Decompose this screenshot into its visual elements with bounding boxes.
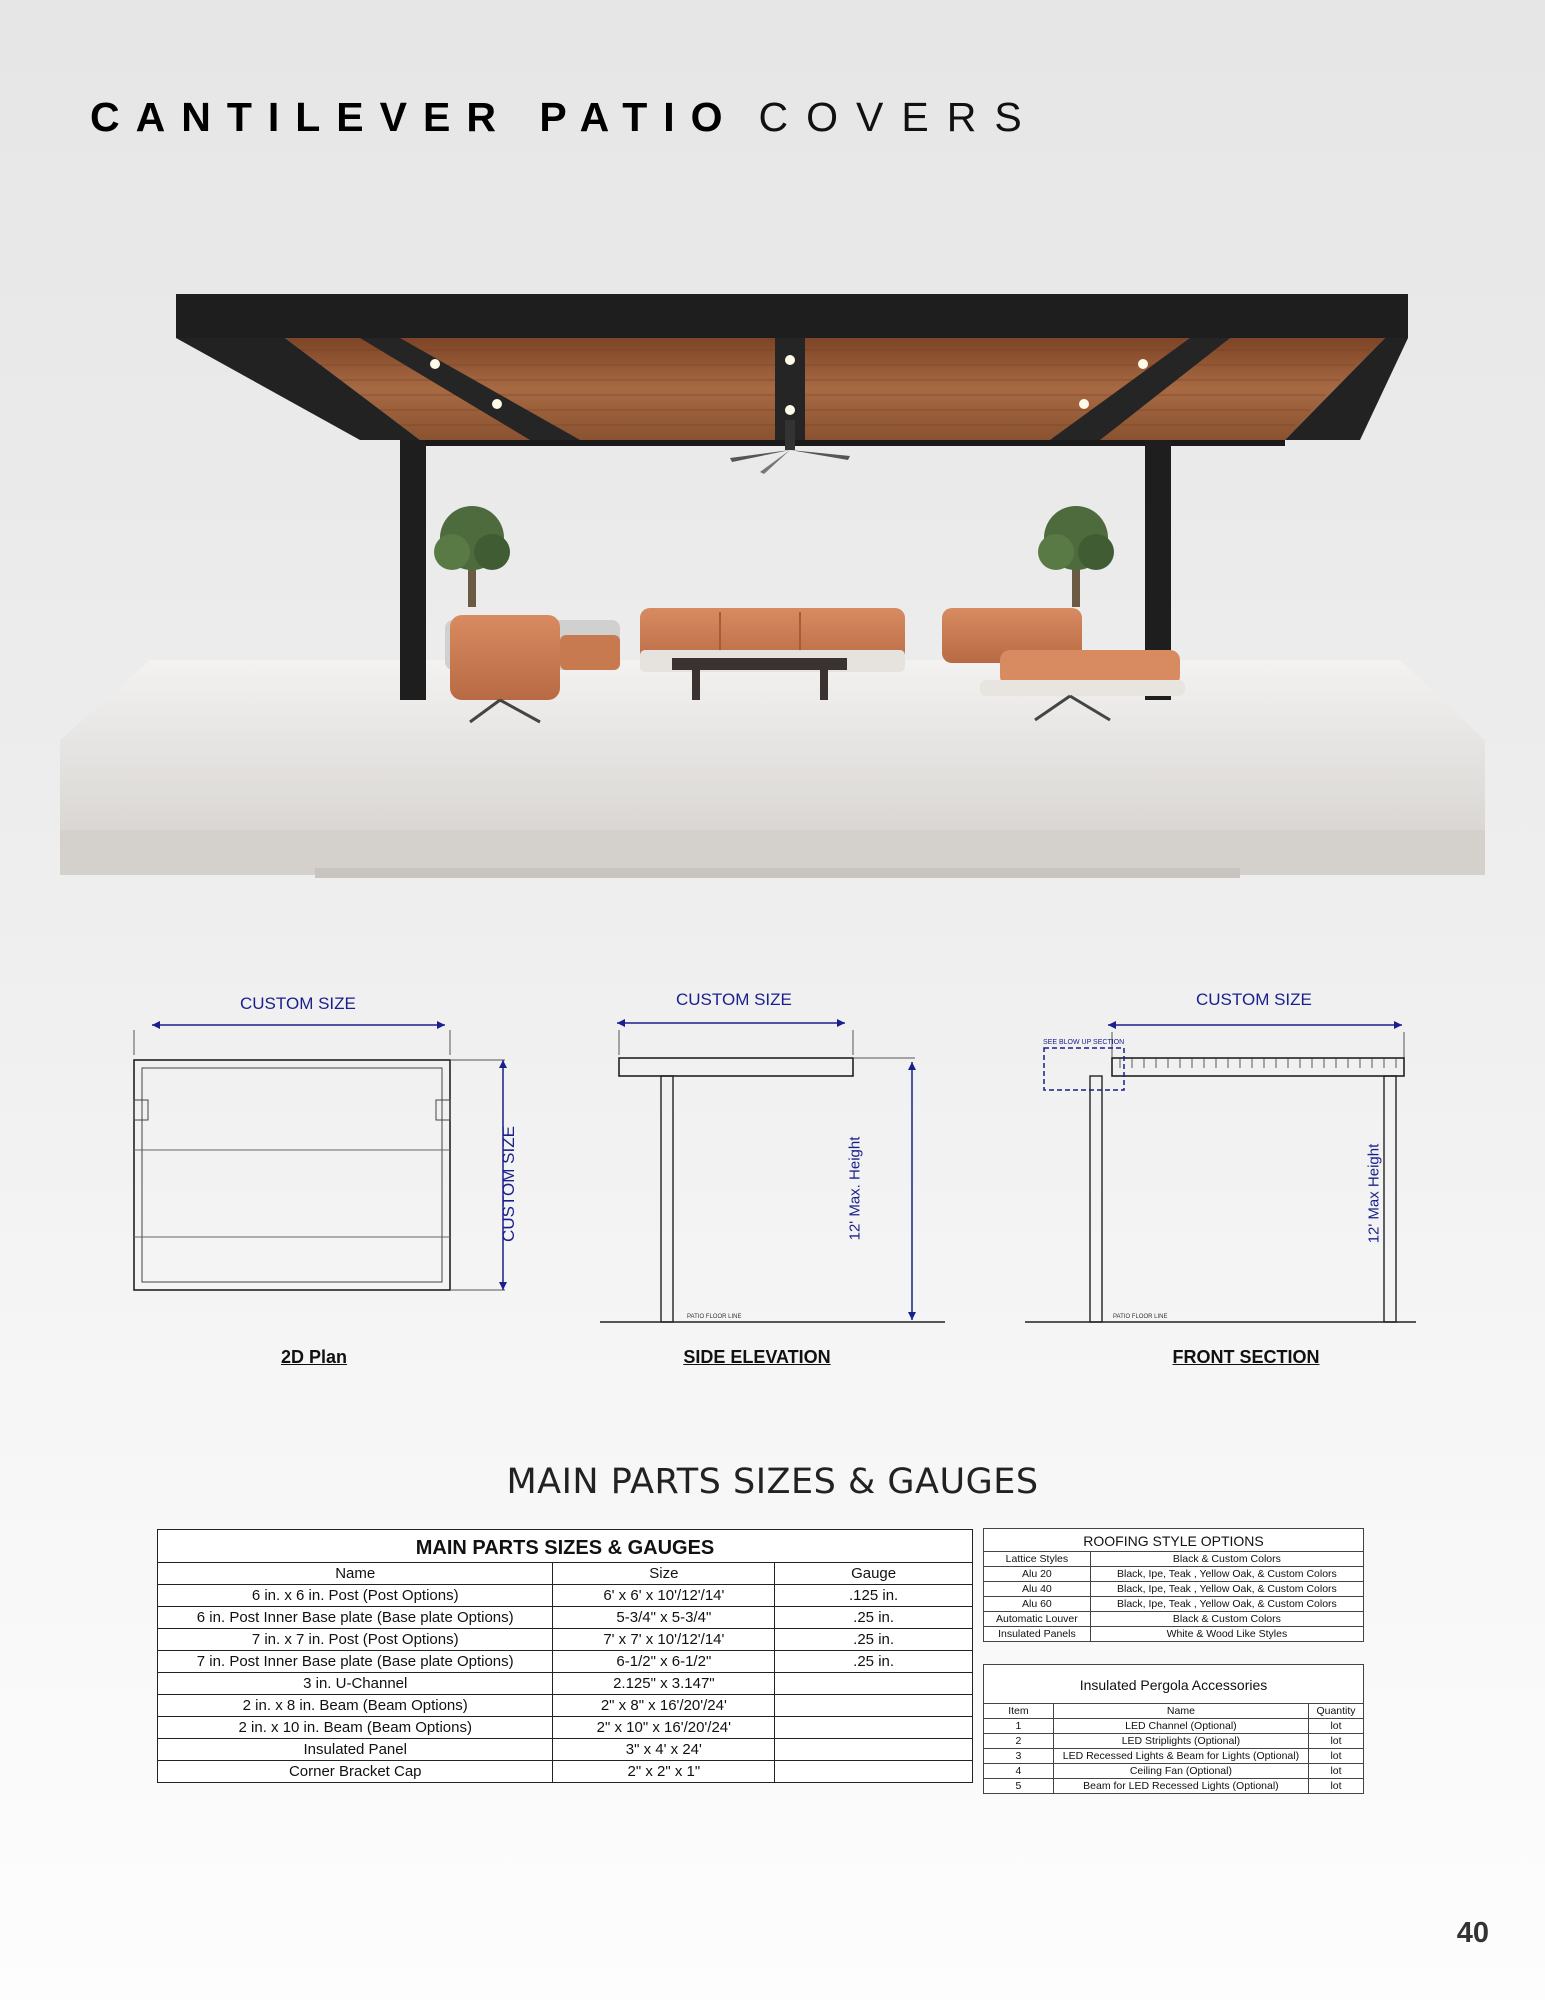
side-floor-note: PATIO FLOOR LINE: [687, 1314, 742, 1320]
roof-colors: Black, Ipe, Teak , Yellow Oak, & Custom Colors: [1090, 1567, 1363, 1582]
part-size: 3" x 4' x 24': [553, 1739, 775, 1761]
column-header: Quantity: [1309, 1704, 1364, 1719]
roof-style: Lattice Styles: [984, 1552, 1091, 1567]
accessories-header-row: [984, 1704, 1364, 1719]
part-gauge: .25 in.: [775, 1607, 973, 1629]
front-floor-note: PATIO FLOOR LINE: [1113, 1314, 1168, 1320]
main-parts-table: [157, 1529, 973, 1783]
roof-style: Insulated Panels: [984, 1627, 1091, 1642]
side-elevation-drawing: [595, 1000, 955, 1330]
plan-caption: 2D Plan: [280, 1347, 348, 1367]
item-quantity: lot: [1309, 1734, 1364, 1749]
part-name: 2 in. x 10 in. Beam (Beam Options): [158, 1717, 553, 1739]
part-size: 2" x 10" x 16'/20'/24': [553, 1717, 775, 1739]
part-size: 6' x 6' x 10'/12'/14': [553, 1585, 775, 1607]
roof-colors: Black, Ipe, Teak , Yellow Oak, & Custom Colors: [1090, 1597, 1363, 1612]
part-name: Corner Bracket Cap: [158, 1761, 553, 1783]
part-name: 3 in. U-Channel: [158, 1673, 553, 1695]
part-name: 7 in. Post Inner Base plate (Base plate Options): [158, 1651, 553, 1673]
blow-up-callout: SEE BLOW UP SECTION: [1043, 1039, 1125, 1046]
table-row: [984, 1612, 1364, 1627]
roof-style: Alu 60: [984, 1597, 1091, 1612]
item-number: 4: [984, 1764, 1054, 1779]
part-name: 6 in. Post Inner Base plate (Base plate Options): [158, 1607, 553, 1629]
part-gauge: [775, 1673, 973, 1695]
main-table-caption: MAIN PARTS SIZES & GAUGES: [157, 1529, 973, 1562]
table-row: [984, 1719, 1364, 1734]
table-row: [984, 1779, 1364, 1794]
title-light: COVERS: [758, 94, 1040, 140]
side-height-label: 12' Max. Height: [846, 1136, 864, 1241]
roof-colors: White & Wood Like Styles: [1090, 1627, 1363, 1642]
section-heading: MAIN PARTS SIZES & GAUGES: [506, 1462, 1039, 1502]
part-gauge: [775, 1739, 973, 1761]
column-header: Size: [553, 1563, 775, 1585]
item-name: Beam for LED Recessed Lights (Optional): [1053, 1779, 1308, 1794]
table-row: [984, 1597, 1364, 1612]
part-size: 6-1/2" x 6-1/2": [553, 1651, 775, 1673]
table-row: [984, 1567, 1364, 1582]
table-row: [158, 1761, 973, 1783]
patio-cover-rendering: [60, 290, 1485, 880]
table-row: [984, 1764, 1364, 1779]
part-gauge: [775, 1695, 973, 1717]
item-number: 1: [984, 1719, 1054, 1734]
roof-style: Alu 20: [984, 1567, 1091, 1582]
page-number: 40: [1456, 1917, 1489, 1949]
accessories-table: [983, 1664, 1364, 1794]
table-row: [984, 1734, 1364, 1749]
table-row: [158, 1739, 973, 1761]
front-post-right: [1384, 1076, 1396, 1322]
part-size: 7' x 7' x 10'/12'/14': [553, 1629, 775, 1651]
table-row: [984, 1582, 1364, 1597]
roofing-table-caption: ROOFING STYLE OPTIONS: [983, 1528, 1364, 1551]
item-number: 5: [984, 1779, 1054, 1794]
title-bold: CANTILEVER PATIO: [90, 94, 739, 140]
plan-depth-label: CUSTOM SIZE: [498, 1126, 518, 1242]
part-size: 2.125" x 3.147": [553, 1673, 775, 1695]
accessories-table-caption: Insulated Pergola Accessories: [983, 1664, 1364, 1703]
front-post-left: [1090, 1076, 1102, 1322]
part-gauge: [775, 1761, 973, 1783]
roof-colors: Black & Custom Colors: [1090, 1612, 1363, 1627]
part-gauge: .25 in.: [775, 1629, 973, 1651]
part-name: 2 in. x 8 in. Beam (Beam Options): [158, 1695, 553, 1717]
side-caption: SIDE ELEVATION: [683, 1347, 831, 1367]
item-quantity: lot: [1309, 1764, 1364, 1779]
roof-colors: Black & Custom Colors: [1090, 1552, 1363, 1567]
table-row: [158, 1651, 973, 1673]
part-name: 6 in. x 6 in. Post (Post Options): [158, 1585, 553, 1607]
part-size: 5-3/4" x 5-3/4": [553, 1607, 775, 1629]
plan-outline: [134, 1060, 450, 1290]
side-post: [661, 1076, 673, 1322]
item-number: 3: [984, 1749, 1054, 1764]
item-number: 2: [984, 1734, 1054, 1749]
part-gauge: .25 in.: [775, 1651, 973, 1673]
item-name: LED Striplights (Optional): [1053, 1734, 1308, 1749]
column-header: Name: [1053, 1704, 1308, 1719]
table-row: [158, 1607, 973, 1629]
table-row: [158, 1695, 973, 1717]
table-row: [158, 1717, 973, 1739]
item-quantity: lot: [1309, 1719, 1364, 1734]
item-name: Ceiling Fan (Optional): [1053, 1764, 1308, 1779]
item-quantity: lot: [1309, 1749, 1364, 1764]
column-header: Item: [984, 1704, 1054, 1719]
plan-width-label: CUSTOM SIZE: [240, 994, 356, 1013]
side-roof: [619, 1058, 853, 1076]
part-gauge: [775, 1717, 973, 1739]
roof-colors: Black, Ipe, Teak , Yellow Oak, & Custom Colors: [1090, 1582, 1363, 1597]
floor-slab: [60, 660, 1485, 835]
post-left: [400, 440, 426, 700]
column-header: Gauge: [775, 1563, 973, 1585]
plan-drawing: [120, 1000, 520, 1330]
part-name: Insulated Panel: [158, 1739, 553, 1761]
side-width-label: CUSTOM SIZE: [676, 990, 792, 1009]
part-size: 2" x 2" x 1": [553, 1761, 775, 1783]
roofing-style-table: [983, 1528, 1364, 1642]
item-name: LED Recessed Lights & Beam for Lights (Optional): [1053, 1749, 1308, 1764]
part-gauge: .125 in.: [775, 1585, 973, 1607]
column-header: Name: [158, 1563, 553, 1585]
front-width-label: CUSTOM SIZE: [1196, 990, 1312, 1009]
table-row: [158, 1629, 973, 1651]
front-caption: FRONT SECTION: [1172, 1347, 1320, 1367]
table-row: [984, 1749, 1364, 1764]
page-title: [90, 92, 1040, 142]
table-row: [984, 1627, 1364, 1642]
roof-style: Alu 40: [984, 1582, 1091, 1597]
part-size: 2" x 8" x 16'/20'/24': [553, 1695, 775, 1717]
main-table-header-row: [158, 1563, 973, 1585]
table-row: [984, 1552, 1364, 1567]
item-quantity: lot: [1309, 1779, 1364, 1794]
roof-style: Automatic Louver: [984, 1612, 1091, 1627]
front-height-label: 12' Max Height: [1365, 1143, 1383, 1244]
table-row: [158, 1585, 973, 1607]
roof-fascia: [176, 294, 1408, 338]
plant-right: [1038, 506, 1114, 607]
plant-left: [434, 506, 510, 607]
table-row: [158, 1673, 973, 1695]
item-name: LED Channel (Optional): [1053, 1719, 1308, 1734]
part-name: 7 in. x 7 in. Post (Post Options): [158, 1629, 553, 1651]
